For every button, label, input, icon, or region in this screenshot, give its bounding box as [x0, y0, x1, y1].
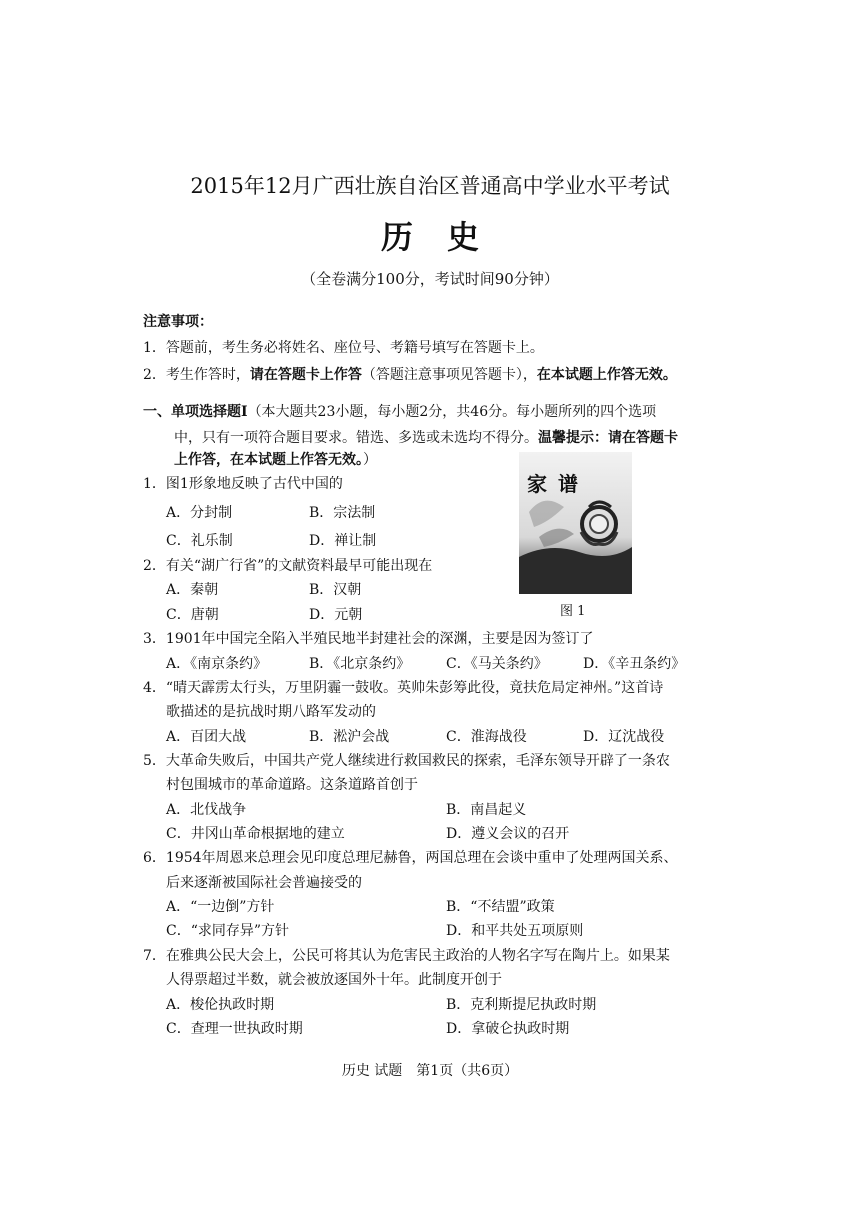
- section-1-tip-2: 上作答，在本试题上作答无效。: [174, 452, 363, 468]
- exam-title: 2015年12月广西壮族自治区普通高中学业水平考试: [190, 174, 670, 198]
- q1-option-b: B．宗法制: [309, 505, 376, 521]
- q2-option-d: D．元朝: [309, 607, 363, 623]
- notice-item-2-note: （答题注意事项见答题卡），: [361, 367, 537, 383]
- q5-option-c: C．井冈山革命根据地的建立: [166, 826, 345, 842]
- q4-option-d: D．辽沈战役: [583, 729, 665, 745]
- q4-stem-line-1: 4．“晴天霹雳太行头，万里阴霾一鼓收。英帅朱彭筹此役，竟扶危局定神州。”这首诗: [143, 680, 664, 696]
- notice-item-2-text: 2．考生作答时，: [143, 367, 250, 383]
- q2-option-b: B．汉朝: [309, 582, 362, 598]
- section-1-desc-2: 中，只有一项符合题目要求。错选、多选或未选均不得分。: [174, 430, 538, 446]
- notice-heading: 注意事项：: [143, 314, 213, 330]
- q7-option-b: B．克利斯提尼执政时期: [446, 997, 597, 1013]
- q3-option-c: C．《马关条约》: [446, 656, 548, 672]
- q5-stem-line-2: 村包围城市的革命道路。这条道路首创于: [166, 777, 418, 793]
- q3-stem: 3．1901年中国完全陷入半殖民地半封建社会的深渊，主要是因为签订了: [143, 631, 594, 647]
- q5-option-b: B．南昌起义: [446, 802, 527, 818]
- section-1-line-1: [143, 402, 656, 422]
- subject-title: 历史: [380, 218, 513, 256]
- figure-1-family-tree-image: [519, 452, 632, 594]
- q1-option-d: D．禅让制: [309, 533, 377, 549]
- q2-option-a: A．秦朝: [166, 582, 219, 598]
- q4-option-a: A．百团大战: [166, 729, 247, 745]
- q2-option-c: C．唐朝: [166, 607, 219, 623]
- q6-option-b: B．“不结盟”政策: [446, 899, 555, 915]
- section-1-tip: 温馨提示：请在答题卡: [538, 430, 678, 446]
- notice-item-2-warning: 在本试题上作答无效。: [536, 367, 677, 383]
- exam-subtitle: （全卷满分100分，考试时间90分钟）: [301, 270, 559, 288]
- q7-stem-line-2: 人得票超过半数，就会被放逐国外十年。此制度开创于: [166, 972, 502, 988]
- q3-option-a: A．《南京条约》: [166, 656, 268, 672]
- q2-stem: 2．有关“湖广行省”的文献资料最早可能出现在: [143, 558, 433, 574]
- q6-option-c: C．“求同存异”方针: [166, 923, 290, 939]
- q5-stem-line-1: 5．大革命失败后，中国共产党人继续进行救国救民的探索，毛泽东领导开辟了一条农: [143, 753, 670, 769]
- q6-option-d: D．和平共处五项原则: [446, 923, 584, 939]
- q3-option-d: D．《辛丑条约》: [583, 656, 686, 672]
- section-1-line-2: [174, 428, 678, 448]
- q1-stem: 1．图1形象地反映了古代中国的: [143, 476, 343, 492]
- section-1-close-paren: ）: [363, 452, 377, 468]
- q4-stem-line-2: 歌描述的是抗战时期八路军发动的: [166, 704, 376, 720]
- q7-stem-line-1: 7．在雅典公民大会上，公民可将其认为危害民主政治的人物名字写在陶片上。如果某: [143, 948, 670, 964]
- q5-option-a: A．北伐战争: [166, 802, 247, 818]
- q7-option-a: A．梭伦执政时期: [166, 997, 275, 1013]
- q6-stem-line-2: 后来逐渐被国际社会普遍接受的: [166, 875, 362, 891]
- notice-item-2-emphasis: 请在答题卡上作答: [249, 367, 362, 383]
- notice-item-1: 1．答题前，考生务必将姓名、座位号、考籍号填写在答题卡上。: [143, 340, 544, 356]
- q6-stem-line-1: 6．1954年周恩来总理会见印度总理尼赫鲁，两国总理在会谈中重申了处理两国关系、: [143, 850, 678, 866]
- figure-1-caption: 图 1: [560, 604, 586, 619]
- q5-option-d: D．遵义会议的召开: [446, 826, 570, 842]
- page-footer: 历史 试题 第1页（共6页）: [341, 1063, 519, 1079]
- q4-option-c: C．淮海战役: [446, 729, 527, 745]
- q4-option-b: B．淞沪会战: [309, 729, 390, 745]
- notice-item-2: [143, 365, 677, 385]
- q3-option-b: B．《北京条约》: [309, 656, 411, 672]
- q7-option-c: C．查理一世执政时期: [166, 1021, 303, 1037]
- q7-option-d: D．拿破仑执政时期: [446, 1021, 570, 1037]
- section-1-line-3: [174, 450, 377, 470]
- section-1-heading: 一、单项选择题Ⅰ: [143, 404, 248, 420]
- q1-option-a: A．分封制: [166, 505, 233, 521]
- q6-option-a: A．“一边倒”方针: [166, 899, 275, 915]
- q1-option-c: C．礼乐制: [166, 533, 233, 549]
- family-tree-title: 家 谱: [527, 472, 580, 496]
- section-1-desc: （本大题共23小题，每小题2分，共46分。每小题所列的四个选项: [247, 404, 657, 420]
